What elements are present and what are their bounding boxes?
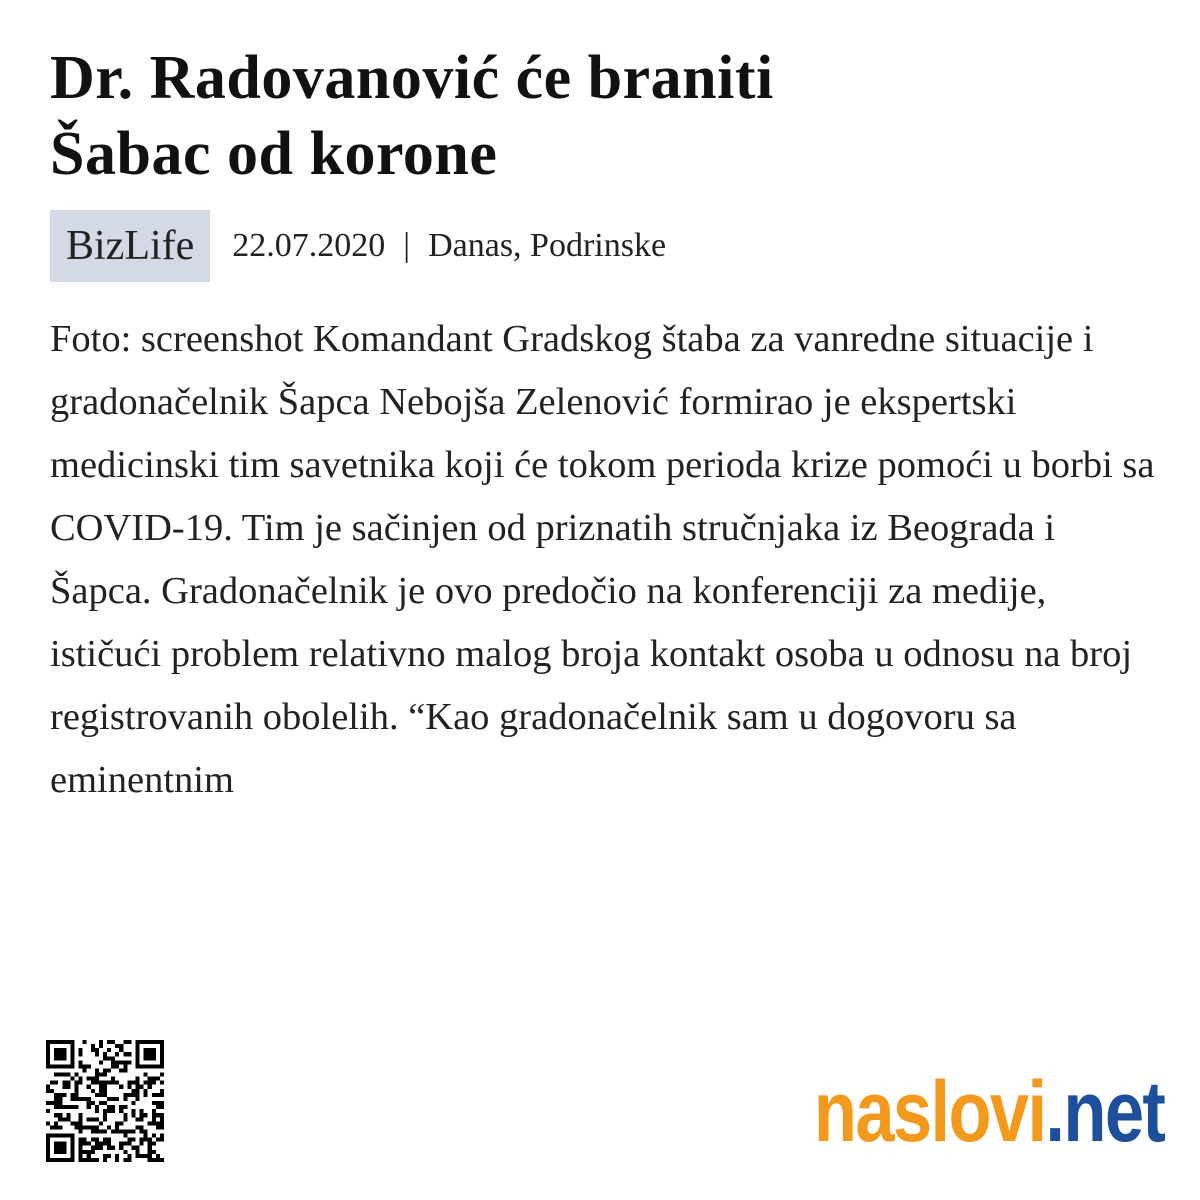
article-date: 22.07.2020: [232, 227, 386, 264]
meta-separator: |: [403, 227, 411, 264]
naslovi-logo[interactable]: [814, 1062, 1164, 1172]
article-outlets: Danas, Podrinske: [428, 227, 667, 264]
source-badge[interactable]: BizLife: [50, 210, 210, 282]
qr-code-icon: [46, 1040, 164, 1162]
article-body-text: Foto: screenshot Komandant Gradskog štaba za vanredne situacije i gradonačelnik Šapca Nebojša Zelenović formirao je ekspertski medicinski tim savetnika koji će tokom perioda krize pomoći u borbi sa COVID-19. Tim je sačinjen od priznatih stručnjaka iz Beograda i Šapca. Gradonačelnik je ovo predočio na konferenciji za medije, ističući problem relativno malog broja kontakt osoba u odnosu na broj registrovanih obolelih. “Kao gradonačelnik sam u dogovoru sa eminentnim: [50, 308, 1160, 812]
title-line-1: Dr. Radovanović će braniti: [50, 44, 774, 112]
article-card: [50, 40, 1160, 812]
logo-text-naslovi: naslovi: [813, 1064, 1046, 1160]
title-line-2: Šabac od korone: [50, 120, 498, 188]
article-meta: [50, 210, 1160, 282]
meta-info: [232, 227, 666, 265]
article-title: [50, 40, 1160, 192]
article-body: [50, 308, 1160, 812]
logo-text-net: .net: [1045, 1064, 1164, 1160]
